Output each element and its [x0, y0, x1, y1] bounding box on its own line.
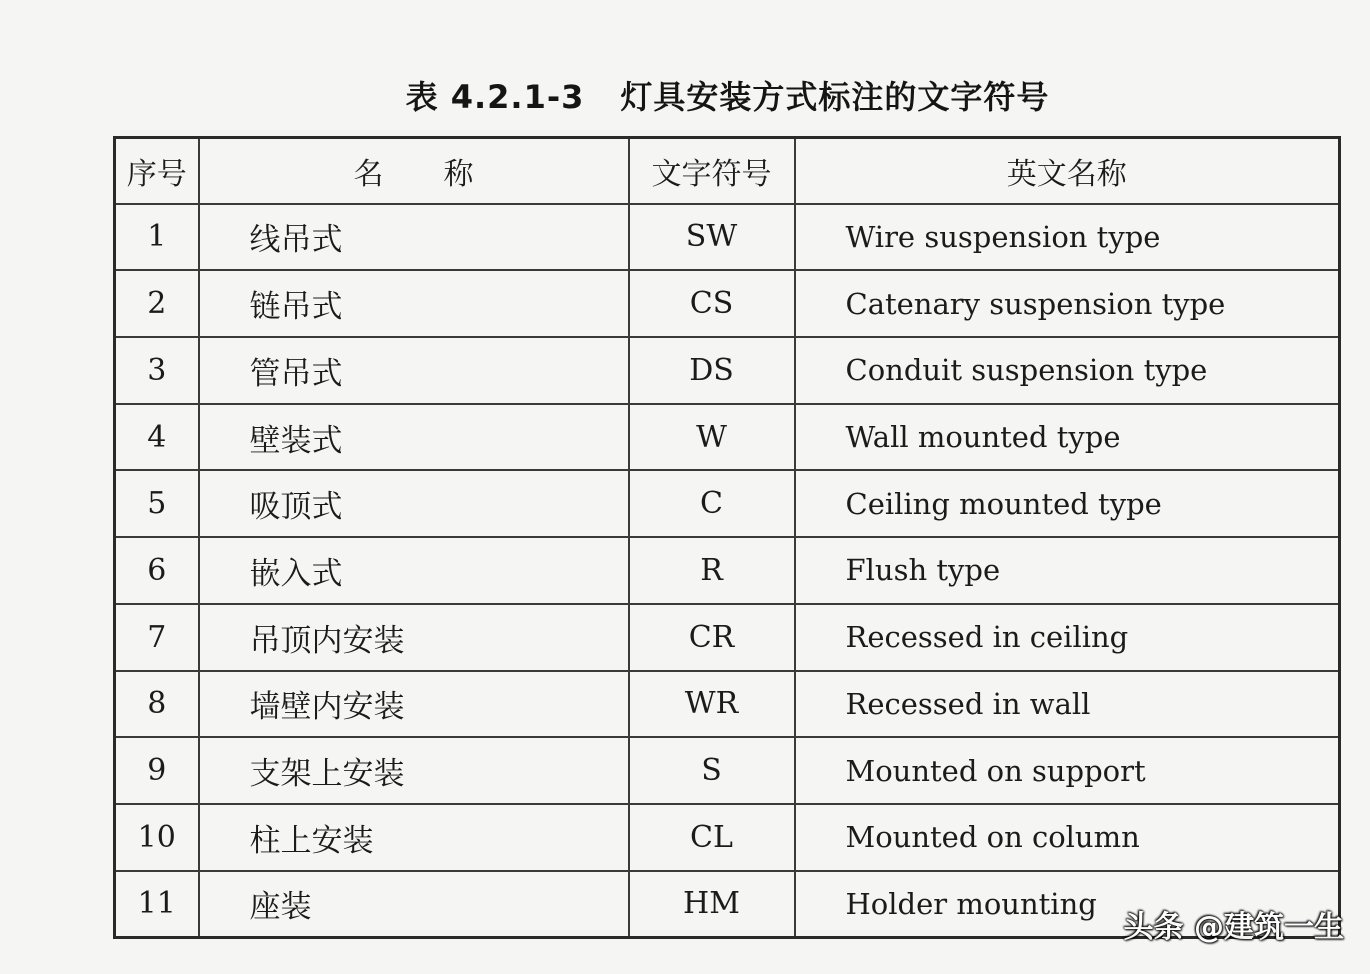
row-code: S — [629, 737, 795, 804]
row-name: 墙壁内安装 — [199, 671, 629, 738]
row-english: Mounted on support — [795, 737, 1340, 804]
row-name: 管吊式 — [199, 337, 629, 404]
table-row — [115, 404, 1340, 471]
header-row — [115, 138, 1340, 204]
row-english: Recessed in ceiling — [795, 604, 1340, 671]
row-code: HM — [629, 871, 795, 938]
table-row — [115, 804, 1340, 871]
row-no: 3 — [115, 337, 199, 404]
row-no: 4 — [115, 404, 199, 471]
row-code: C — [629, 470, 795, 537]
table-row — [115, 337, 1340, 404]
header-no: 序号 — [115, 138, 199, 204]
row-name: 线吊式 — [199, 204, 629, 271]
row-name: 链吊式 — [199, 270, 629, 337]
row-name: 壁装式 — [199, 404, 629, 471]
row-no: 6 — [115, 537, 199, 604]
row-english: Flush type — [795, 537, 1340, 604]
mounting-symbol-table — [113, 136, 1341, 939]
row-english: Conduit suspension type — [795, 337, 1340, 404]
row-name: 嵌入式 — [199, 537, 629, 604]
row-english: Catenary suspension type — [795, 270, 1340, 337]
row-code: CL — [629, 804, 795, 871]
row-code: CR — [629, 604, 795, 671]
table-row — [115, 204, 1340, 271]
row-code: R — [629, 537, 795, 604]
row-no: 7 — [115, 604, 199, 671]
row-english: Wall mounted type — [795, 404, 1340, 471]
row-english: Wire suspension type — [795, 204, 1340, 271]
table-row — [115, 737, 1340, 804]
row-name: 吊顶内安装 — [199, 604, 629, 671]
row-english: Recessed in wall — [795, 671, 1340, 738]
row-code: DS — [629, 337, 795, 404]
row-name: 吸顶式 — [199, 470, 629, 537]
table-row — [115, 470, 1340, 537]
header-english: 英文名称 — [795, 138, 1340, 204]
row-no: 5 — [115, 470, 199, 537]
row-code: SW — [629, 204, 795, 271]
row-no: 9 — [115, 737, 199, 804]
row-no: 2 — [115, 270, 199, 337]
header-code: 文字符号 — [629, 138, 795, 204]
row-english: Ceiling mounted type — [795, 470, 1340, 537]
table-title-text: 灯具安装方式标注的文字符号 — [620, 78, 1050, 116]
row-no: 1 — [115, 204, 199, 271]
table-row — [115, 537, 1340, 604]
table-row — [115, 671, 1340, 738]
row-code: W — [629, 404, 795, 471]
table-row — [115, 604, 1340, 671]
row-name: 支架上安装 — [199, 737, 629, 804]
row-name: 座装 — [199, 871, 629, 938]
table-title — [0, 72, 1370, 118]
row-no: 11 — [115, 871, 199, 938]
row-code: CS — [629, 270, 795, 337]
row-name: 柱上安装 — [199, 804, 629, 871]
row-english: Mounted on column — [795, 804, 1340, 871]
table-number: 表 4.2.1-3 — [405, 78, 585, 116]
source-watermark: 头条 @建筑一生 — [1123, 910, 1344, 945]
table-row — [115, 270, 1340, 337]
header-name: 名 称 — [199, 138, 629, 204]
row-english: Holder mounting — [795, 871, 1340, 938]
row-code: WR — [629, 671, 795, 738]
row-no: 8 — [115, 671, 199, 738]
row-no: 10 — [115, 804, 199, 871]
